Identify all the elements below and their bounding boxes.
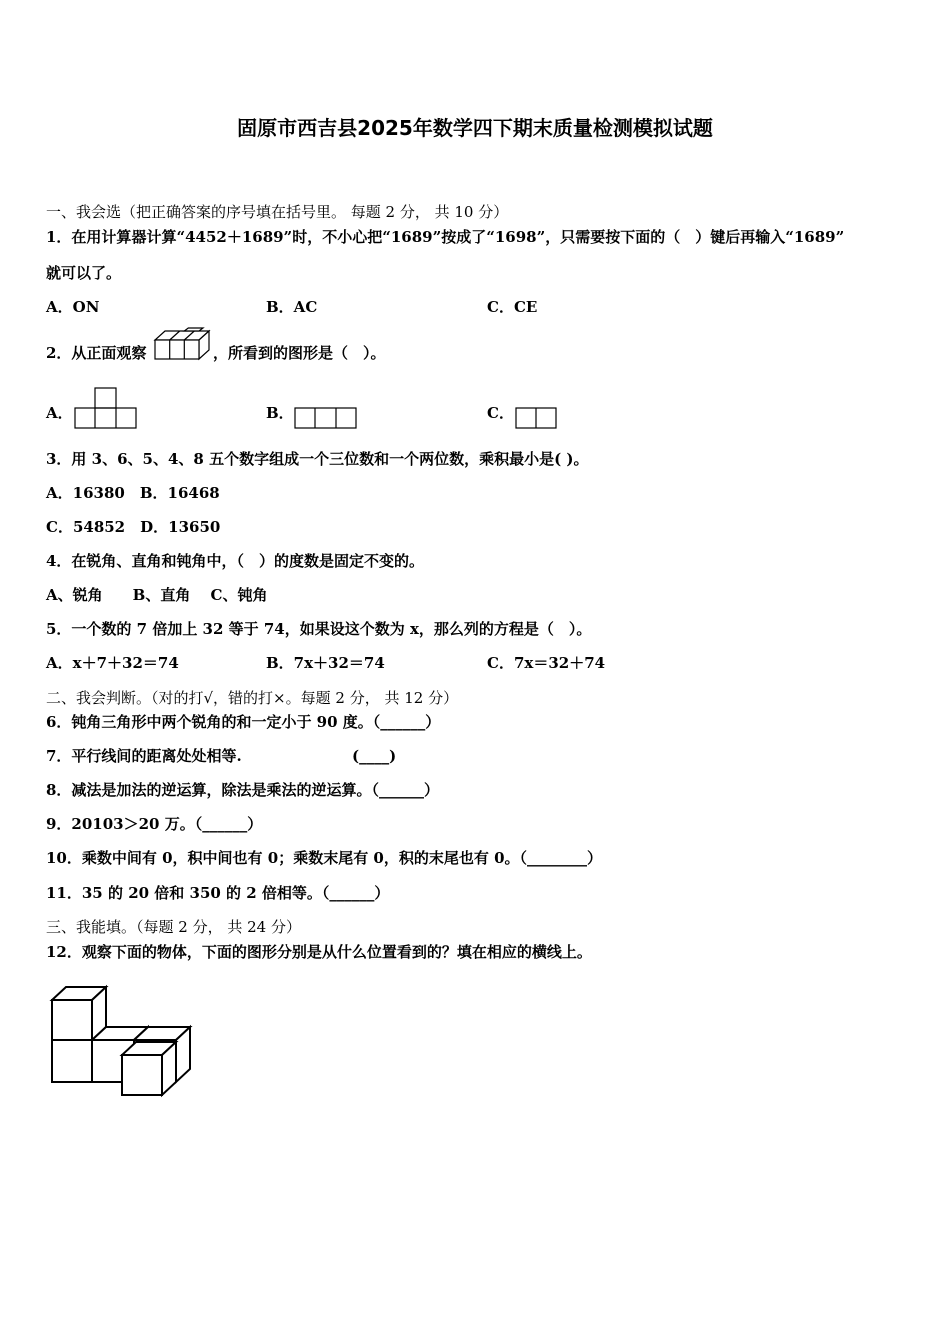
section-2-heading: 二、我会判断。（对的打√，错的打×。每题 2 分， 共 12 分）	[46, 689, 459, 707]
question-3-options-row1: A．16380 B．16468	[46, 484, 220, 502]
option-c-two-squares-figure	[515, 407, 559, 430]
option-b-three-squares-figure	[294, 407, 358, 430]
question-4-text: 4．在锐角、直角和钝角中，（ ）的度数是固定不变的。	[46, 552, 424, 570]
question-4-options: A、锐角 B、直角 C、钝角	[46, 586, 268, 604]
three-cube-solid-figure	[153, 328, 213, 360]
page-title: 固原市西吉县2025年数学四下期末质量检测模拟试题	[237, 116, 713, 140]
question-3-text: 3．用 3、6、5、4、8 五个数字组成一个三位数和一个两位数，乘积最小是( )。	[46, 450, 589, 468]
question-1-option-c: C．CE	[487, 298, 538, 316]
section-1-heading: 一、我会选（把正确答案的序号填在括号里。 每题 2 分， 共 10 分）	[46, 203, 509, 221]
question-6-text: 6．钝角三角形中两个锐角的和一定小于 90 度。（______）	[46, 713, 441, 731]
question-3-options-row2: C．54852 D．13650	[46, 518, 221, 536]
question-5-text: 5．一个数的 7 倍加上 32 等于 74，如果设这个数为 x，那么列的方程是（ ）。	[46, 620, 592, 638]
question-9-text: 9．20103＞20 万。（______）	[46, 815, 263, 833]
question-2-option-a-label: A．	[46, 404, 73, 422]
question-5-option-a: A．x＋7＋32＝74	[46, 654, 179, 672]
question-2-option-c-label: C．	[487, 404, 514, 422]
question-12-cube-stack-figure	[48, 985, 196, 1103]
question-1-option-a: A．ON	[46, 298, 100, 316]
question-12-text: 12．观察下面的物体，下面的图形分别是从什么位置看到的？填在相应的横线上。	[46, 943, 592, 961]
question-1-text: 1．在用计算器计算“4452＋1689”时，不小心把“1689”按成了“1698”，只需要按下面的（ ）键后再输入“1689”	[46, 228, 845, 246]
question-8-text: 8．减法是加法的逆运算，除法是乘法的逆运算。（______）	[46, 781, 439, 799]
question-2-text-before: 2．从正面观察	[46, 344, 147, 362]
option-a-t-shape-figure	[74, 387, 138, 430]
question-5-option-c: C．7x＝32＋74	[487, 654, 606, 672]
question-7-text: 7．平行线间的距离处处相等.	[46, 747, 242, 765]
question-11-text: 11．35 的 20 倍和 350 的 2 倍相等。（______）	[46, 884, 390, 902]
question-2-option-b-label: B．	[266, 404, 294, 422]
question-2-text-after: ，所看到的图形是（ ）。	[213, 344, 386, 362]
question-5-option-b: B．7x＋32＝74	[266, 654, 385, 672]
section-3-heading: 三、我能填。（每题 2 分， 共 24 分）	[46, 918, 301, 936]
question-7-blank: (____)	[352, 747, 397, 765]
question-1-text-cont: 就可以了。	[46, 264, 122, 282]
question-10-text: 10．乘数中间有 0，积中间也有 0；乘数末尾有 0，积的末尾也有 0。（________）	[46, 849, 603, 867]
question-1-option-b: B．AC	[266, 298, 318, 316]
